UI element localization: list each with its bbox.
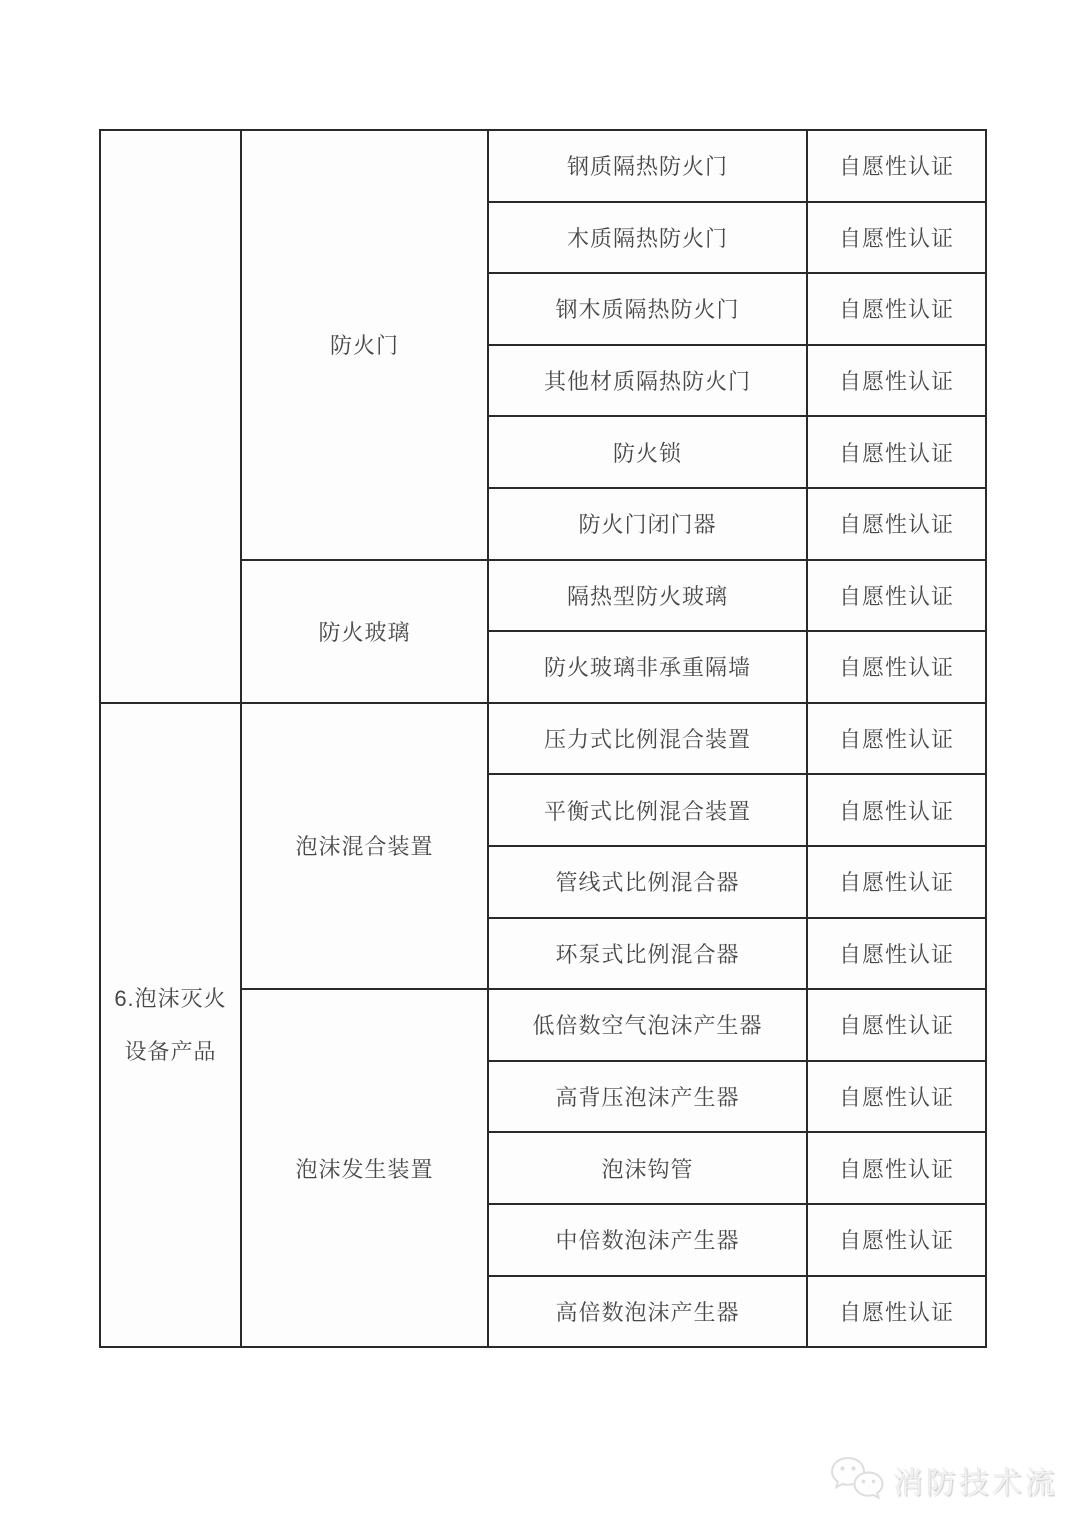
cert-cell: 自愿性认证 <box>807 560 986 632</box>
cert-cell: 自愿性认证 <box>807 631 986 703</box>
category-line: 6.泡沫灭火 <box>114 985 227 1011</box>
cert-cell: 自愿性认证 <box>807 989 986 1061</box>
cert-cell: 自愿性认证 <box>807 1276 986 1348</box>
product-cell: 钢质隔热防火门 <box>488 130 807 202</box>
cert-cell: 自愿性认证 <box>807 273 986 345</box>
product-cell: 高背压泡沫产生器 <box>488 1061 807 1133</box>
table-row <box>100 703 986 775</box>
product-cell: 钢木质隔热防火门 <box>488 273 807 345</box>
product-cell: 泡沫钩管 <box>488 1132 807 1204</box>
category-cell <box>100 703 241 1347</box>
cert-cell: 自愿性认证 <box>807 202 986 274</box>
cert-cell: 自愿性认证 <box>807 130 986 202</box>
cert-cell: 自愿性认证 <box>807 918 986 990</box>
product-cell: 其他材质隔热防火门 <box>488 345 807 417</box>
subcategory-cell: 泡沫发生装置 <box>241 989 488 1347</box>
cert-cell: 自愿性认证 <box>807 1132 986 1204</box>
category-line: 设备产品 <box>124 1038 217 1064</box>
watermark-label: 消防技术流 <box>893 1467 1058 1500</box>
product-cell: 平衡式比例混合装置 <box>488 774 807 846</box>
cert-cell: 自愿性认证 <box>807 345 986 417</box>
product-cell: 防火锁 <box>488 416 807 488</box>
product-cell: 环泵式比例混合器 <box>488 918 807 990</box>
category-cell-empty <box>100 130 241 703</box>
subcategory-cell: 防火玻璃 <box>241 560 488 703</box>
product-cell: 木质隔热防火门 <box>488 202 807 274</box>
subcategory-cell: 防火门 <box>241 130 488 560</box>
product-cell: 防火门闭门器 <box>488 488 807 560</box>
wechat-icon <box>829 1455 885 1505</box>
watermark <box>829 1455 1058 1505</box>
table-row <box>100 130 986 202</box>
cert-cell: 自愿性认证 <box>807 703 986 775</box>
product-cell: 中倍数泡沫产生器 <box>488 1204 807 1276</box>
cert-cell: 自愿性认证 <box>807 416 986 488</box>
product-cell: 压力式比例混合装置 <box>488 703 807 775</box>
cert-cell: 自愿性认证 <box>807 488 986 560</box>
product-cell: 低倍数空气泡沫产生器 <box>488 989 807 1061</box>
product-cell: 隔热型防火玻璃 <box>488 560 807 632</box>
cert-cell: 自愿性认证 <box>807 1204 986 1276</box>
cert-cell: 自愿性认证 <box>807 846 986 918</box>
cert-cell: 自愿性认证 <box>807 1061 986 1133</box>
cert-cell: 自愿性认证 <box>807 774 986 846</box>
product-cell: 管线式比例混合器 <box>488 846 807 918</box>
product-cell: 防火玻璃非承重隔墙 <box>488 631 807 703</box>
subcategory-cell: 泡沫混合装置 <box>241 703 488 989</box>
certification-table <box>99 129 987 1348</box>
product-cell: 高倍数泡沫产生器 <box>488 1276 807 1348</box>
